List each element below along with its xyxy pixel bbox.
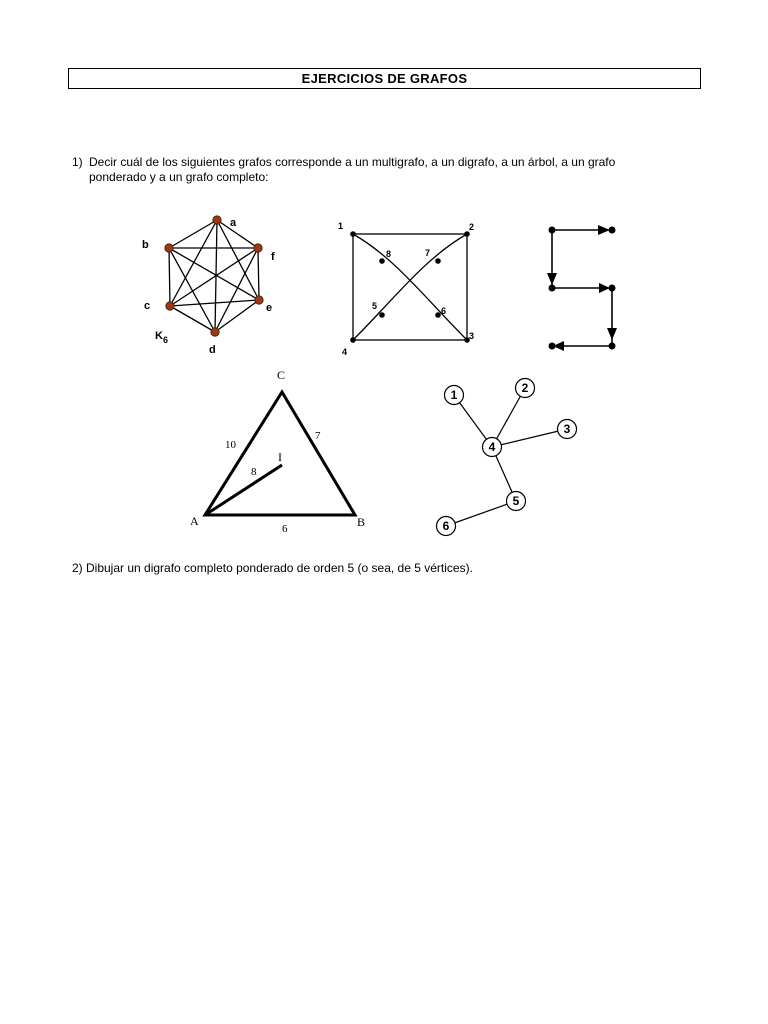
k6-label-a: a xyxy=(230,217,237,229)
k6-label-f: f xyxy=(271,251,275,263)
k6-vertex xyxy=(166,302,174,310)
tree-node-3: 3 xyxy=(563,422,571,436)
k6-edge xyxy=(215,300,259,332)
triangle-label-a: A xyxy=(190,514,199,528)
triangle-label-c: C xyxy=(277,368,286,382)
k6-edge xyxy=(170,300,259,306)
digraph-path xyxy=(540,220,630,355)
tree-node-1: 1 xyxy=(450,388,458,402)
triangle-label-i: I xyxy=(278,450,282,464)
weight-cb: 7 xyxy=(315,430,321,442)
tree-node-2: 2 xyxy=(521,381,529,395)
k6-edge xyxy=(258,248,259,300)
tree-node-6: 6 xyxy=(442,519,450,533)
square-label-2: 2 xyxy=(469,222,475,232)
square-graph xyxy=(335,218,485,358)
k6-edge xyxy=(215,248,258,332)
k6-vertex xyxy=(255,296,263,304)
square-label-3: 3 xyxy=(469,331,475,341)
square-label-1: 1 xyxy=(338,221,344,231)
k6-label-c: c xyxy=(144,300,151,312)
question-2: 2) Dibujar un digrafo completo ponderado de orden 5 (o sea, de 5 vértices). xyxy=(72,561,473,575)
triangle-label-b: B xyxy=(357,515,366,529)
k6-vertex xyxy=(165,244,173,252)
k6-caption xyxy=(155,330,168,345)
tree-node-4: 4 xyxy=(488,440,496,454)
document-title: EJERCICIOS DE GRAFOS xyxy=(68,68,701,89)
k6-vertex xyxy=(254,244,262,252)
k6-edge xyxy=(217,220,258,248)
question-1-number: 1) xyxy=(72,155,83,169)
square-label-5: 5 xyxy=(372,301,378,311)
k6-vertex xyxy=(211,328,219,336)
k6-label-e: e xyxy=(266,302,273,314)
weight-ab: 6 xyxy=(282,523,288,535)
question-1-line-2: ponderado y a un grafo completo: xyxy=(89,170,269,184)
square-label-7: 7 xyxy=(425,248,431,258)
question-1-line-1: Decir cuál de los siguientes grafos corresponde a un multigrafo, a un digrafo, a un árbol, a un grafo xyxy=(89,155,616,169)
k6-label-d: d xyxy=(209,344,216,356)
weight-ac: 10 xyxy=(225,439,236,451)
tree-node-5: 5 xyxy=(512,494,520,508)
k6-caption-sub: 6 xyxy=(162,335,168,345)
complete-graph-k6 xyxy=(140,210,290,360)
edge-a-i xyxy=(205,465,282,515)
square-label-6: 6 xyxy=(441,306,447,316)
square-outline xyxy=(353,234,467,340)
k6-caption-letter: K xyxy=(155,330,163,342)
curve-2-4 xyxy=(353,234,467,340)
square-label-8: 8 xyxy=(386,249,392,259)
weight-ai: 8 xyxy=(251,466,257,478)
curve-1-3 xyxy=(353,234,467,340)
tree-graph xyxy=(432,372,592,547)
question-1 xyxy=(72,155,694,185)
k6-edge xyxy=(169,248,170,306)
k6-label-b: b xyxy=(142,239,149,251)
square-label-4: 4 xyxy=(342,347,348,357)
k6-vertex xyxy=(213,216,221,224)
weighted-triangle xyxy=(185,362,375,537)
